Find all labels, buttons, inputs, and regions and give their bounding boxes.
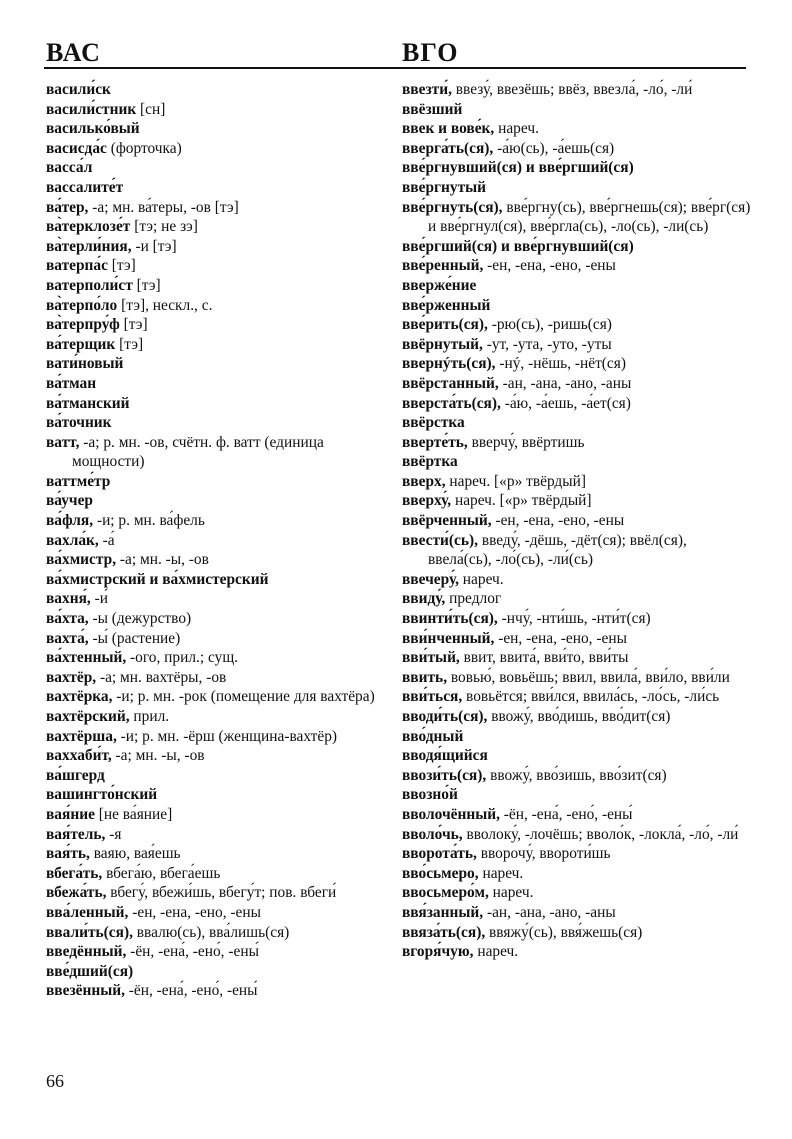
dictionary-entry [46,844,396,864]
dictionary-entry [402,139,752,159]
entry-grammar: -ан, -ана, -ано, -аны [498,374,632,392]
running-head-left: ВАС [46,38,101,67]
entry-grammar: -и; р. мн. -рок (помещение для вахтёра) [112,688,375,706]
entry-grammar: -и́ [90,590,108,608]
dictionary-entry [46,883,396,903]
dictionary-entry [46,766,396,786]
entry-grammar: -ен, -ена, -ено, -ены [128,903,261,921]
dictionary-entry [46,394,396,414]
entry-headword: васисда́с [46,139,107,157]
dictionary-entry [46,550,396,570]
dictionary-entry [402,80,752,100]
entry-headword: вахтёр, [46,668,97,686]
entry-grammar: ваяю, вая́ешь [89,845,181,863]
entry-headword: ввёртка [402,453,458,471]
entry-grammar: -и [тэ] [131,237,177,255]
dictionary-entry [46,903,396,923]
dictionary-entry [46,315,396,335]
entry-headword: вгоря́чую, [402,943,474,961]
entry-headword: ватерпа́с [46,257,108,275]
dictionary-entry [402,648,752,668]
entry-headword: ввернýть(ся), [402,355,496,373]
dictionary-entry [402,903,752,923]
entry-headword: ввить, [402,668,448,686]
entry-grammar: прил. [129,708,170,725]
entry-headword: ва́хтенный, [46,649,127,667]
dictionary-entry [402,746,752,766]
dictionary-entry [46,178,396,198]
dictionary-entry [402,354,752,374]
entry-headword: ввя́занный, [402,903,484,921]
entry-grammar: -ы́ (растение) [88,629,181,647]
dictionary-entry [46,570,396,590]
entry-headword: вве́рженный [402,296,491,314]
dictionary-entry [46,276,396,296]
dictionary-entry [402,923,752,943]
dictionary-entry [46,785,396,805]
dictionary-entry [46,100,396,120]
entry-headword: вбежа́ть, [46,884,107,902]
entry-headword: вводя́щийся [402,747,488,765]
entry-headword: ва́фля, [46,512,94,530]
entry-headword: вви́тый, [402,649,460,667]
entry-grammar: ввезу́, ввезёшь; ввёз, ввезла́, -ло́, -ли́ [451,81,693,98]
entry-headword: ваттме́тр [46,472,111,490]
entry-headword: вве́ргнутый [402,178,487,196]
entry-grammar: -я [105,825,122,843]
entry-headword: ва́тман [46,374,97,392]
dictionary-entry [46,472,396,492]
entry-grammar: нареч. [473,943,519,961]
dictionary-entry [402,198,752,237]
dictionary-entry [402,296,752,316]
entry-headword: ввози́ть(ся), [402,766,487,784]
dictionary-entry [46,531,396,551]
entry-grammar: нареч. [458,570,504,588]
entry-grammar: [не ва́яние] [94,805,173,823]
dictionary-entry [46,158,396,178]
entry-headword: ввек и вове́к, [402,120,495,138]
entry-headword: ввезти́, [402,81,452,98]
entry-grammar: [тэ; не зэ] [130,218,198,236]
page-number: 66 [46,1071,64,1091]
entry-grammar: -ён, -ена́, -ено́, -ены́ [499,805,633,823]
dictionary-entry [402,864,752,884]
dictionary-entry [402,570,752,590]
entry-grammar: вве́ргну(сь), вве́ргнешь(ся); вве́рг(ся) и вве́ргнул(ся), вве́ргла(сь), -ло(сь), -ли(сь) [428,198,751,236]
entry-headword: вви́ться, [402,688,463,706]
entry-grammar: введу́, -дёшь, -дёт(ся); ввёл(ся), ввела́(сь), -ло́(сь), -ли́(сь) [428,531,687,569]
entry-headword: вводи́ть(ся), [402,708,488,725]
dictionary-entry [46,256,396,276]
entry-headword: вверте́ть, [402,433,468,451]
entry-grammar: предлог [445,590,502,608]
dictionary-entry [402,766,752,786]
entry-headword: вая́ть, [46,845,90,863]
entry-headword: вая́тель, [46,825,106,843]
entry-grammar: [тэ] [107,257,136,275]
entry-grammar: [сн] [136,100,166,118]
dictionary-entry [402,491,752,511]
entry-headword: вая́ние [46,805,95,823]
dictionary-entry [46,374,396,394]
entry-headword: ва́хмистр, [46,551,117,569]
dictionary-entry [402,158,752,178]
entry-headword: вверху́, [402,492,452,510]
entry-headword: ввяза́ть(ся), [402,923,486,941]
entry-grammar: вволоку́, -лочёшь; вволо́к, -локла́, -ло́, -ли́ [462,825,739,843]
dictionary-entry [402,629,752,649]
entry-headword: ввёзший [402,100,463,118]
dictionary-entry [402,785,752,805]
entry-grammar: вворочу́, ввороти́шь [476,845,611,863]
entry-grammar: -ого, прил.; сущ. [126,649,239,667]
dictionary-entry [46,609,396,629]
right-column [402,80,752,962]
entry-headword: ввёрченный, [402,512,492,530]
dictionary-entry [46,217,396,237]
dictionary-entry [402,589,752,609]
entry-headword: ва́терщик [46,335,116,353]
entry-grammar: -и; р. мн. ва́фель [93,512,205,530]
dictionary-entry [402,276,752,296]
entry-headword: вати́новый [46,355,124,373]
entry-headword: вво́дный [402,727,464,745]
entry-grammar: нареч. [«р» твёрдый] [445,472,586,490]
entry-grammar: вовью́, вовьёшь; ввил, ввила́, вви́ло, вви́ли [447,668,730,686]
header-rule [44,67,746,69]
entry-headword: ввезённый, [46,982,125,1000]
dictionary-entry [46,198,396,218]
dictionary-entry [402,668,752,688]
entry-headword: ввинти́ть(ся), [402,610,498,628]
entry-headword: ва́тманский [46,394,130,412]
entry-headword: вва́ленный, [46,903,129,921]
dictionary-entry [46,491,396,511]
entry-headword: ввиду́, [402,590,446,608]
dictionary-entry [46,354,396,374]
entry-headword: вволочённый, [402,805,500,823]
dictionary-entry [46,668,396,688]
entry-headword: вашингто́нский [46,786,158,804]
entry-headword: ваххаби́т, [46,747,112,765]
entry-headword: ва́хта, [46,610,89,628]
dictionary-entry [46,629,396,649]
entry-grammar: -а; мн. вахтёры, -ов [96,668,227,686]
entry-grammar: -а; мн. ва́теры, -ов [тэ] [88,198,239,216]
entry-headword: вверже́ние [402,276,477,294]
entry-headword: вахтёрка, [46,688,113,706]
entry-grammar: [тэ], нескл., с. [117,296,213,314]
entry-headword: введённый, [46,943,127,961]
dictionary-entry [46,962,396,982]
entry-headword: вахтёрша, [46,727,117,745]
entry-grammar: -а; мн. -ы, -ов [116,551,209,569]
entry-grammar: нареч. [494,120,539,138]
entry-headword: ввечеру́, [402,570,459,588]
entry-headword: василько́вый [46,120,140,138]
entry-headword: вбега́ть, [46,864,103,882]
left-column [46,80,396,1001]
entry-headword: вверга́ть(ся), [402,139,494,157]
entry-headword: ва́учер [46,492,93,510]
entry-grammar: ввит, ввита́, вви́то, вви́ты [459,649,629,667]
dictionary-entry [402,119,752,139]
entry-grammar: [тэ] [119,316,148,334]
dictionary-entry [46,511,396,531]
entry-grammar: -ён, -ена́, -ено́, -ены́ [126,943,259,961]
dictionary-entry [402,472,752,492]
entry-headword: ва́хмистрский и ва́хмистерский [46,570,269,588]
dictionary-entry [46,119,396,139]
entry-grammar: -нý, -нёшь, -нёт(ся) [495,355,626,373]
entry-grammar: -ен, -ена, -ено, -ены [494,629,627,647]
entry-headword: вве́ргнувший(ся) и вве́ргший(ся) [402,159,634,177]
entry-grammar: вбега́ю, вбега́ешь [102,864,221,882]
entry-grammar: -ы (дежурство) [88,610,192,628]
entry-grammar: -ут, -ута, -уто, -уты [482,335,612,353]
entry-headword: ва̀терли́ния, [46,237,132,255]
dictionary-entry [402,315,752,335]
entry-grammar: вбегу́, вбежи́шь, вбегу́т; пов. вбеги́ [106,884,337,902]
entry-headword: ва́точник [46,414,112,432]
entry-headword: ввёрстка [402,414,465,432]
entry-headword: ввали́ть(ся), [46,923,133,941]
entry-grammar: -а; мн. -ы, -ов [111,747,205,765]
entry-headword: ва̀терклозе́т [46,218,131,236]
dictionary-entry [402,727,752,747]
entry-headword: ввосьмеро́м, [402,884,489,902]
entry-grammar: -рю(сь), -ришь(ся) [487,316,612,334]
entry-headword: вахла́к, [46,531,99,549]
entry-grammar: -ен, -ена, -ено, -ены [483,257,616,275]
dictionary-entry [402,413,752,433]
dictionary-entry [402,805,752,825]
entry-headword: вве́дший(ся) [46,962,134,980]
dictionary-entry [46,805,396,825]
dictionary-entry [402,687,752,707]
entry-grammar: ввожу́, вво́зишь, вво́зит(ся) [486,766,667,784]
entry-headword: вверста́ть(ся), [402,394,501,412]
dictionary-entry [402,707,752,727]
entry-grammar: ввалю(сь), вва́лишь(ся) [132,923,290,941]
entry-headword: ва̀терпо́ло [46,296,118,314]
entry-headword: вволо́чь, [402,825,463,843]
dictionary-entry [46,825,396,845]
dictionary-entry [46,296,396,316]
entry-headword: ватерполи́ст [46,276,133,294]
entry-headword: васили́стник [46,100,137,118]
dictionary-entry [46,413,396,433]
dictionary-entry [46,707,396,727]
entry-grammar: -ан, -ана, -ано, -аны [483,903,616,921]
entry-headword: ввести́(сь), [402,531,478,549]
entry-grammar: вовьётся; вви́лся, ввила́сь, -ло́сь, -ли́сь [462,688,720,706]
entry-headword: ва̀терпру́ф [46,316,120,334]
entry-headword: вассалите́т [46,178,124,196]
entry-headword: вахта́, [46,629,89,647]
dictionary-entry [402,100,752,120]
dictionary-entry [402,394,752,414]
dictionary-entry [46,942,396,962]
entry-grammar: нареч. [478,864,524,882]
entry-headword: ва́тер, [46,198,89,216]
dictionary-entry [402,256,752,276]
dictionary-entry [46,433,396,472]
entry-grammar: нареч. [488,884,534,902]
entry-grammar: ввяжу́(сь), ввя́жешь(ся) [485,923,643,941]
dictionary-entry [46,746,396,766]
dictionary-entry [402,433,752,453]
entry-headword: вво́сьмеро, [402,864,479,882]
entry-headword: вверх, [402,472,446,490]
dictionary-entry [402,452,752,472]
entry-grammar: [тэ] [115,335,144,353]
entry-headword: вве́рить(ся), [402,316,488,334]
dictionary-entry [46,923,396,943]
dictionary-entry [46,139,396,159]
running-head-right: ВГО [402,38,459,67]
dictionary-entry [46,981,396,1001]
dictionary-entry [402,609,752,629]
entry-headword: ввёрнутый, [402,335,483,353]
dictionary-entry [402,883,752,903]
entry-headword: вворота́ть, [402,845,477,863]
entry-grammar: -ен, -ена, -ено, -ены [491,512,625,530]
dictionary-entry [46,687,396,707]
entry-headword: ватт, [46,433,80,451]
dictionary-entry [402,335,752,355]
entry-headword: ва́шгерд [46,766,105,784]
entry-headword: васили́ск [46,81,111,98]
dictionary-entry [402,942,752,962]
dictionary-entry [402,178,752,198]
dictionary-entry [46,589,396,609]
dictionary-entry [402,531,752,570]
entry-grammar: нареч. [«р» твёрдый] [451,492,592,510]
entry-grammar: -нчу́, -нти́шь, -нти́т(ся) [497,610,651,628]
dictionary-entry [46,864,396,884]
dictionary-entry [46,648,396,668]
entry-grammar: вверчу́, ввёртишь [467,433,585,451]
entry-headword: вви́нченный, [402,629,495,647]
entry-grammar: [тэ] [132,276,161,294]
dictionary-entry [402,844,752,864]
entry-grammar: -ён, -ена́, -ено́, -ены́ [124,982,258,1000]
dictionary-entry [402,511,752,531]
entry-headword: ввёрстанный, [402,374,499,392]
entry-headword: вве́ргший(ся) и вве́ргнувший(ся) [402,237,634,255]
dictionary-entry [46,727,396,747]
entry-grammar: -а́ю(сь), -а́ешь(ся) [493,139,615,157]
entry-grammar: -а́ [98,531,115,549]
entry-grammar: -а́ю, -а́ешь, -а́ет(ся) [500,394,631,412]
entry-headword: вве́ргнуть(ся), [402,198,503,216]
dictionary-entry [402,825,752,845]
dictionary-entry [46,80,396,100]
entry-grammar: -и; р. мн. -ёрш (женщина-вахтёр) [116,727,338,745]
entry-headword: вве́ренный, [402,257,484,275]
entry-headword: вахня́, [46,590,91,608]
dictionary-entry [402,237,752,257]
dictionary-entry [46,237,396,257]
entry-headword: васса́л [46,159,93,177]
entry-grammar: (форточка) [106,139,182,157]
entry-headword: ввозно́й [402,786,458,804]
entry-headword: вахтёрский, [46,708,130,725]
entry-grammar: -а; р. мн. -ов, счётн. ф. ватт (единица мощности) [72,433,324,471]
dictionary-entry [46,335,396,355]
entry-grammar: ввожу́, вво́дишь, вво́дит(ся) [487,708,671,725]
dictionary-entry [402,374,752,394]
